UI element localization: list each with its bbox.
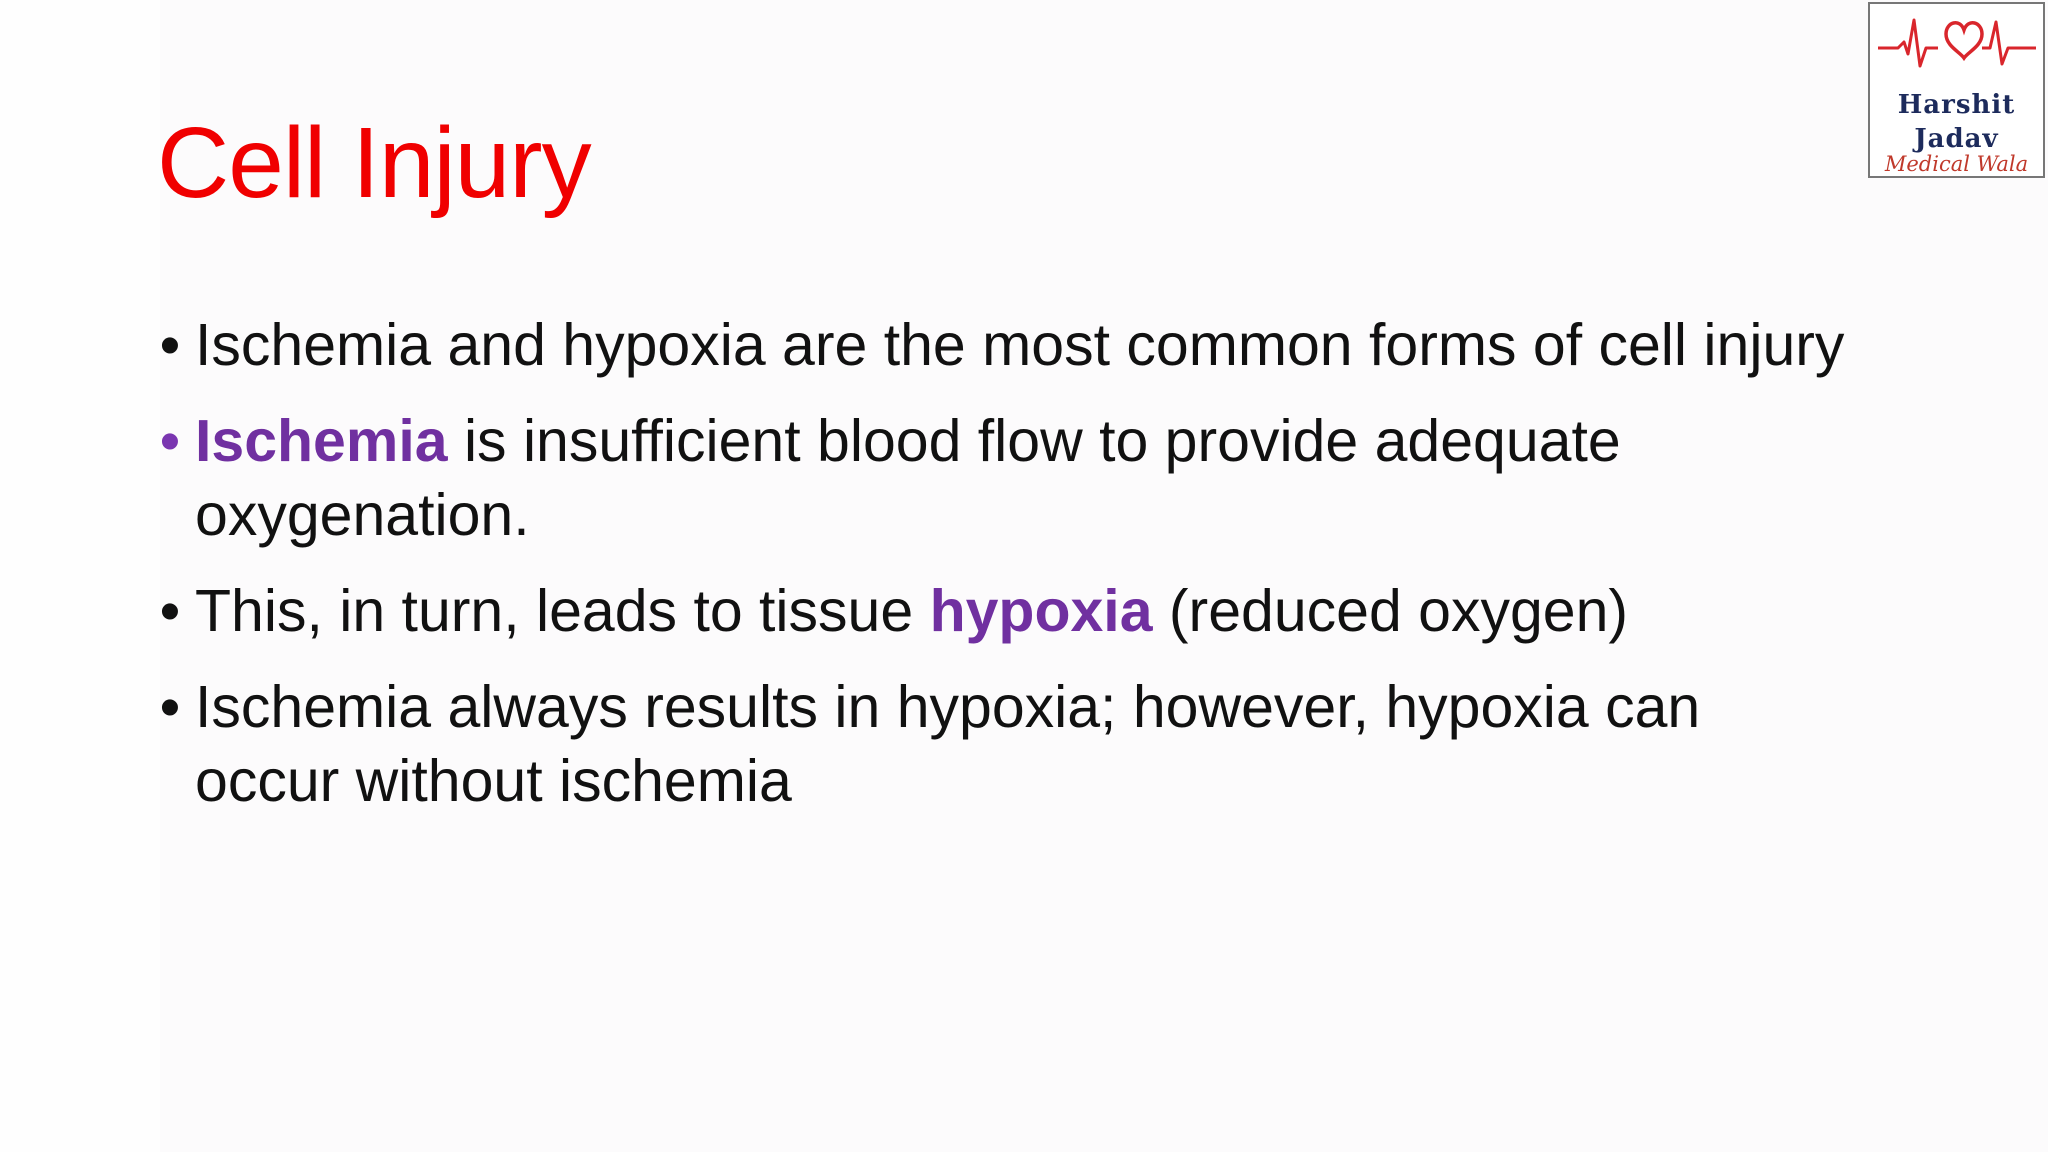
bullet-item [155, 308, 1855, 382]
logo-name-first: Harshit [1897, 90, 2016, 120]
slide-title: Cell Injury [157, 107, 591, 219]
bullet-dot: • [159, 312, 181, 378]
highlighted-term: hypoxia [929, 578, 1153, 644]
bullet-dot: • [159, 674, 181, 740]
bullet-text: This, in turn, leads to tissue [195, 578, 930, 644]
logo-tagline: Medical Wala [1884, 152, 2029, 176]
bullet-text: Ischemia and hypoxia are the most common forms of cell injury [195, 312, 1845, 378]
highlighted-term: Ischemia [195, 408, 448, 474]
bullet-list [155, 308, 1855, 840]
bullet-item [155, 574, 1855, 648]
bullet-text: (reduced oxygen) [1152, 578, 1629, 644]
bullet-item [155, 404, 1855, 552]
channel-logo [1868, 2, 2045, 178]
bullet-text: Ischemia always results in hypoxia; however, hypoxia can occur without ischemia [195, 674, 1701, 814]
heart-ecg-icon [1876, 12, 2038, 72]
logo-name-last: Jadav [1914, 124, 1999, 154]
bullet-text: is insufficient blood flow to provide adequate oxygenation. [195, 408, 1621, 548]
bullet-item [155, 670, 1855, 818]
slide-margin-shade [0, 0, 160, 1152]
bullet-dot: • [159, 408, 181, 474]
bullet-dot: • [159, 578, 181, 644]
